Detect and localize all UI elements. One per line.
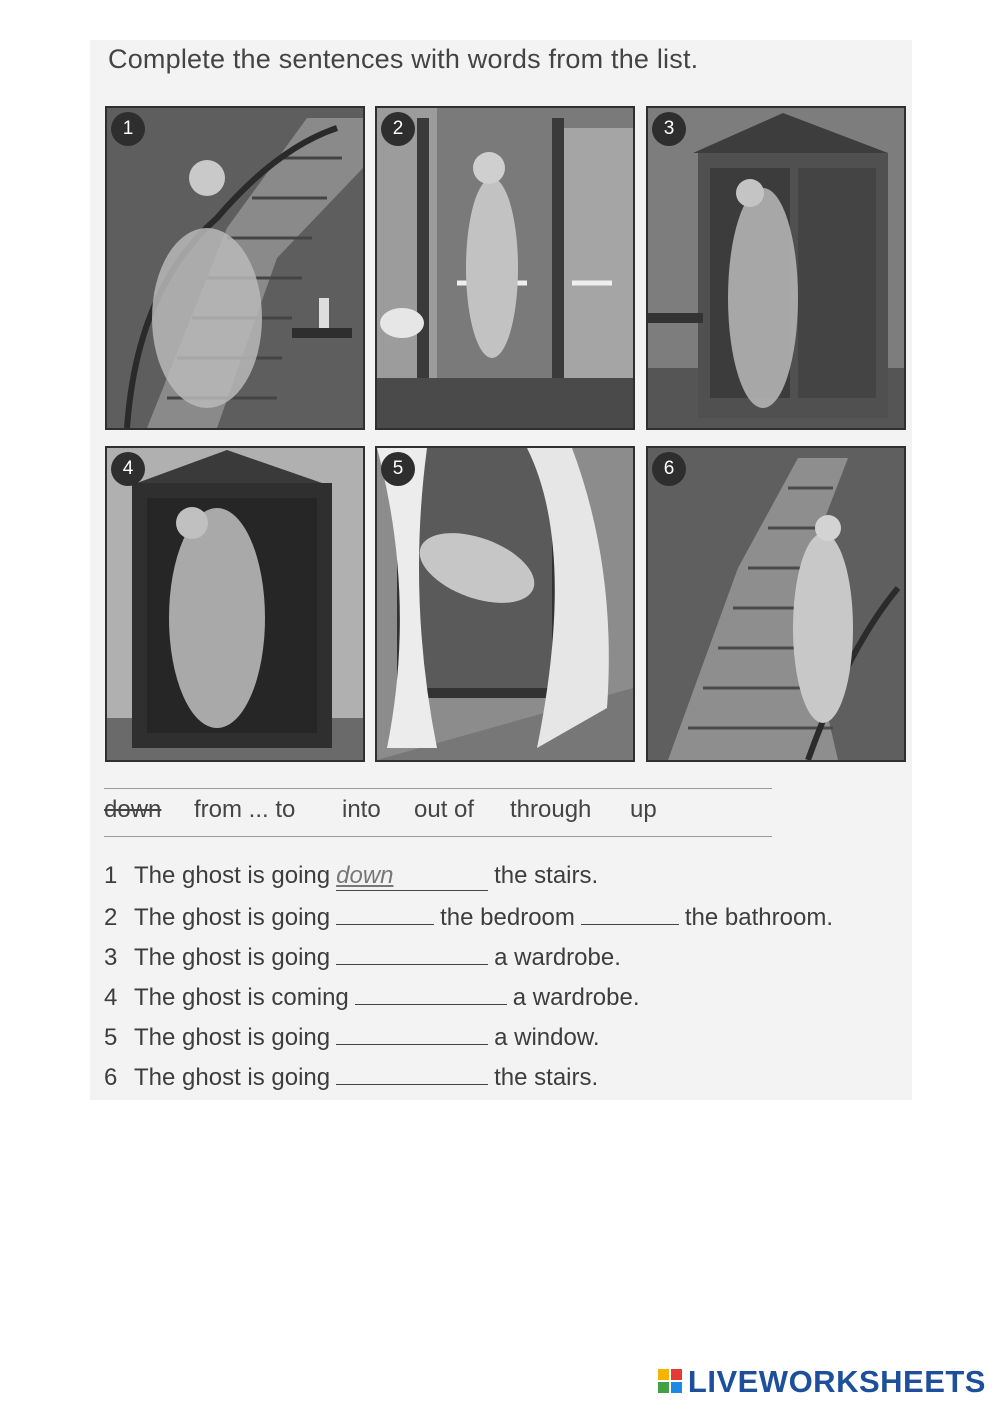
- panel-number-5: 5: [381, 452, 415, 486]
- picture-panel-2: [375, 106, 635, 430]
- panel-number-4: 4: [111, 452, 145, 486]
- wardrobe-exit-illustration: [107, 448, 363, 760]
- logo-mark-icon: [658, 1369, 684, 1395]
- panel-number-2: 2: [381, 112, 415, 146]
- word-from-to: from ... to: [194, 796, 296, 823]
- word-out-of: out of: [414, 796, 475, 823]
- word-list-top-rule: [104, 788, 772, 789]
- picture-panel-5: [375, 446, 635, 762]
- blank-2b[interactable]: [581, 902, 679, 925]
- picture-panel-3: [646, 106, 906, 430]
- liveworksheets-logo[interactable]: [658, 1364, 986, 1400]
- sentence-1: 1 The ghost is going down the stairs.: [104, 862, 599, 889]
- word-list-bottom-rule: [104, 836, 772, 837]
- blank-4[interactable]: [355, 982, 507, 1005]
- word-into: into: [342, 796, 381, 823]
- logo-text: LIVEWORKSHEETS: [687, 1364, 986, 1399]
- rooms-illustration: [377, 108, 633, 428]
- blank-2a[interactable]: [336, 902, 434, 925]
- blank-5[interactable]: [336, 1022, 488, 1045]
- sentence-6: 6 The ghost is going the stairs.: [104, 1064, 599, 1091]
- answer-1: down: [336, 862, 488, 891]
- staircase-illustration: [107, 108, 363, 428]
- picture-panel-1: [105, 106, 365, 430]
- picture-panel-6: [646, 446, 906, 762]
- picture-panel-4: [105, 446, 365, 762]
- word-up: up: [630, 796, 657, 823]
- blank-6[interactable]: [336, 1062, 488, 1085]
- stairs-up-illustration: [648, 448, 904, 760]
- word-down: down: [104, 796, 162, 823]
- panel-number-1: 1: [111, 112, 145, 146]
- word-through: through: [510, 796, 592, 823]
- sentence-3: 3 The ghost is going a wardrobe.: [104, 944, 621, 971]
- panel-number-6: 6: [652, 452, 686, 486]
- panel-number-3: 3: [652, 112, 686, 146]
- window-illustration: [377, 448, 633, 760]
- instruction-text: Complete the sentences with words from the list.: [108, 44, 699, 74]
- wardrobe-illustration: [648, 108, 904, 428]
- blank-3[interactable]: [336, 942, 488, 965]
- sentence-4: 4 The ghost is coming a wardrobe.: [104, 984, 640, 1011]
- sentence-2: 2 The ghost is going the bedroom the bathroom.: [104, 904, 833, 931]
- sentence-5: 5 The ghost is going a window.: [104, 1024, 600, 1051]
